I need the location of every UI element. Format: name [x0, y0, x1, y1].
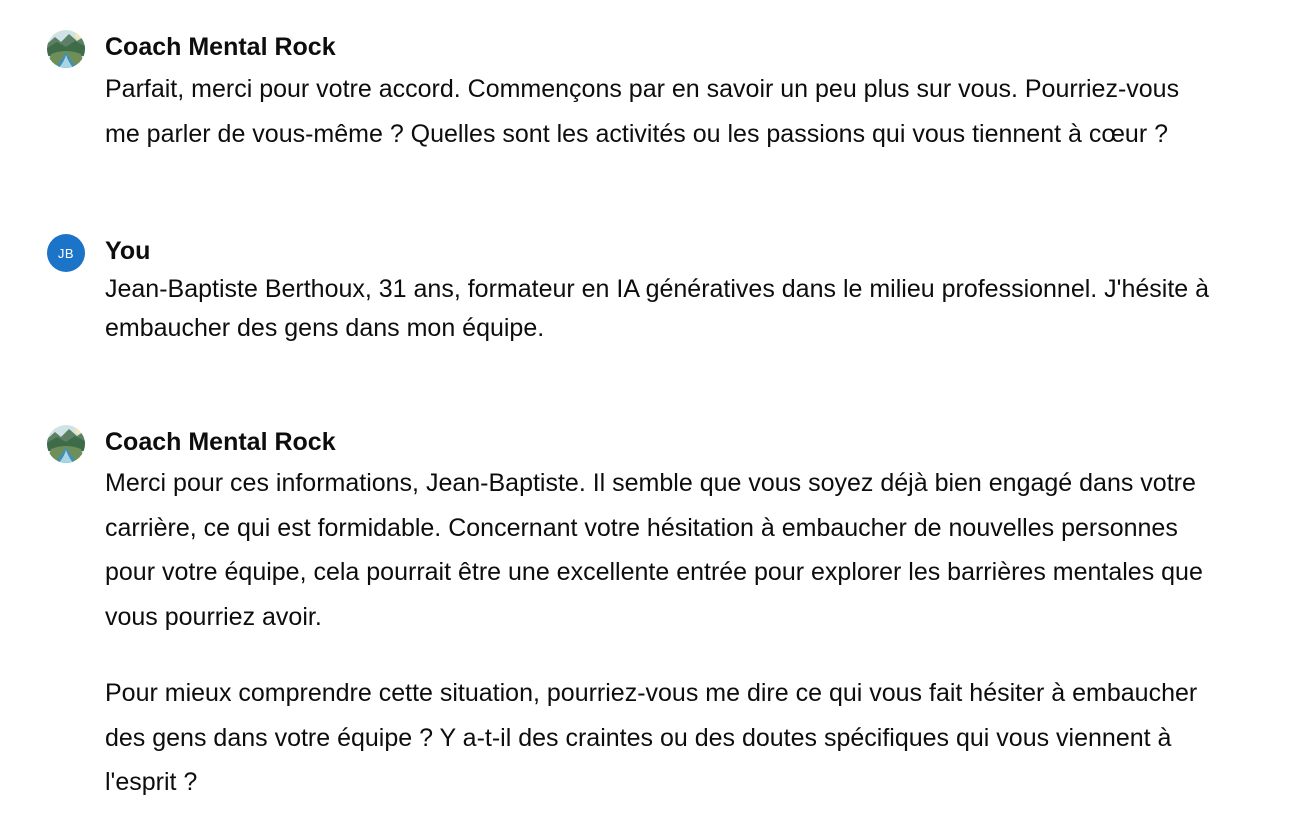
message-author: Coach Mental Rock [105, 428, 336, 456]
message-body [105, 67, 1215, 156]
message-author: Coach Mental Rock [105, 33, 336, 61]
coach-avatar-icon [47, 425, 85, 463]
message-paragraph: Parfait, merci pour votre accord. Commençons par en savoir un peu plus sur vous. Pourriez-vous me parler de vous-même ? Quelles sont les activités ou les passions qui vous tiennent à cœur ? [105, 75, 1180, 148]
user-avatar: JB [47, 234, 85, 272]
message-body [105, 270, 1215, 348]
message-paragraph: Merci pour ces informations, Jean-Baptiste. Il semble que vous soyez déjà bien engagé dans votre carrière, ce qui est formidable. Concernant votre hésitation à embaucher de nouvelles personnes pour votre équipe, cela pourrait être une excellente entrée pour explorer les barrières mentales que vous pourriez avoir. [105, 469, 1203, 631]
message-paragraph: Jean-Baptiste Berthoux, 31 ans, formateur en IA génératives dans le milieu professionnel. J'hésite à embaucher des gens dans mon équipe. [105, 275, 1210, 342]
coach-avatar-icon [47, 30, 85, 68]
message-author: You [105, 237, 151, 265]
message-body [105, 461, 1215, 805]
message-paragraph: Pour mieux comprendre cette situation, pourriez-vous me dire ce qui vous fait hésiter à embaucher des gens dans votre équipe ? Y a-t-il des craintes ou des doutes spécifiques qui vous viennent à l'esprit ? [105, 679, 1198, 796]
